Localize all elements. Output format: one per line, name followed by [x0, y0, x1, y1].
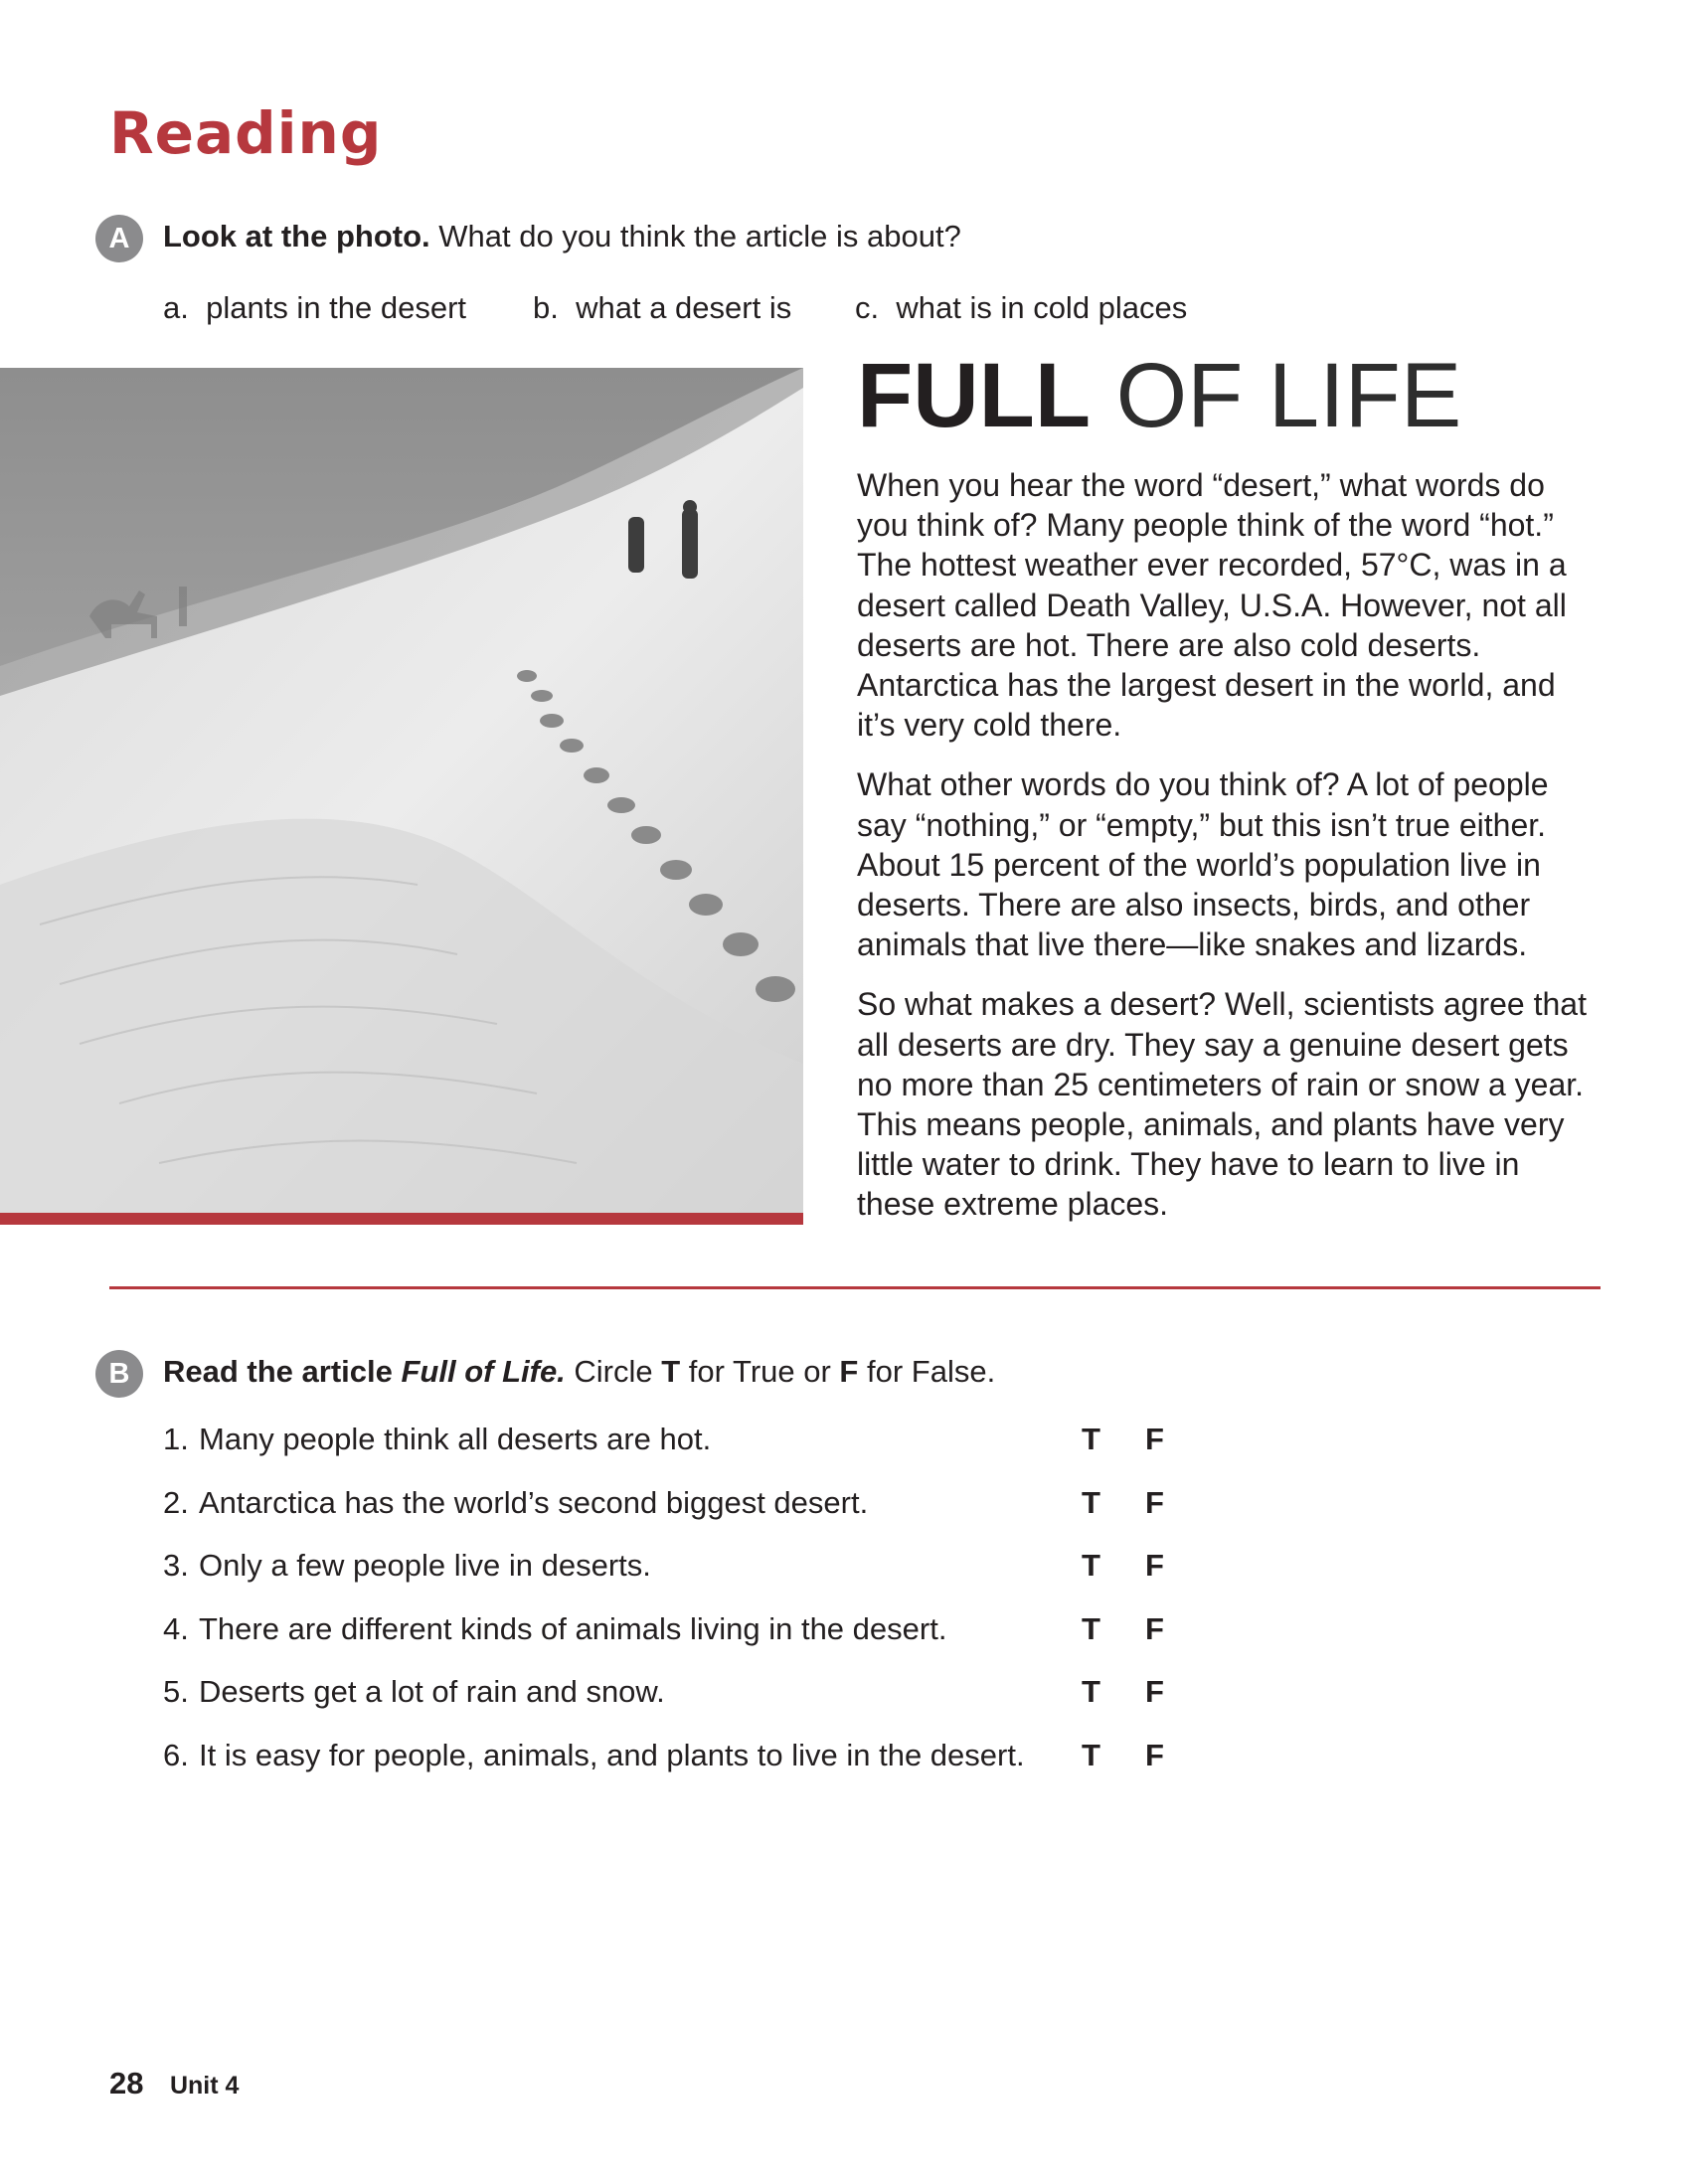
tf-item-statement: Many people think all deserts are hot. [199, 1422, 712, 1456]
article-title [857, 345, 1462, 446]
activity-a-instruction-bold: Look at the photo. [163, 219, 430, 253]
activity-b-instruction-mid: Circle [565, 1354, 662, 1389]
activity-a-instruction [163, 219, 961, 254]
true-false-list [163, 1422, 1207, 1800]
tf-item-number: 1. [163, 1422, 189, 1456]
false-option[interactable]: F [1145, 1422, 1164, 1456]
true-option[interactable]: T [1082, 1548, 1100, 1583]
option-c-letter: c. [855, 290, 880, 325]
tf-item-number: 5. [163, 1674, 189, 1709]
section-divider [109, 1286, 1601, 1289]
activity-b-f-letter: F [839, 1354, 859, 1389]
section-title: Reading [109, 99, 383, 167]
true-option[interactable]: T [1082, 1422, 1100, 1456]
tf-item [163, 1611, 1207, 1675]
tf-item-statement: Deserts get a lot of rain and snow. [199, 1674, 665, 1709]
tf-item [163, 1738, 1207, 1801]
article-paragraph: When you hear the word “desert,” what words do you think of? Many people think of the word “hot.” The hottest weather ever recorded, 57°C, was in a desert called Death Valley, U.S.A. However, not all deserts are hot. There are also cold deserts. Antarctica has the largest desert in the world, and it’s very cold there. [857, 467, 1567, 744]
tf-item-number: 6. [163, 1737, 189, 1772]
tf-item [163, 1548, 1207, 1611]
article-title-rest: OF LIFE [1091, 345, 1462, 446]
option-b-text: what a desert is [576, 290, 792, 325]
true-option[interactable]: T [1082, 1674, 1100, 1709]
activity-b-instruction-bold: Read the article [163, 1354, 402, 1389]
option-c[interactable] [855, 290, 1187, 326]
option-a[interactable] [163, 290, 466, 326]
option-a-letter: a. [163, 290, 189, 325]
tf-item-number: 3. [163, 1548, 189, 1583]
tf-item [163, 1422, 1207, 1485]
activity-b-badge: B [95, 1350, 143, 1398]
false-option[interactable]: F [1145, 1484, 1164, 1520]
article-body [857, 465, 1603, 1245]
activity-a-badge: A [95, 215, 143, 262]
page-number: 28 [109, 2066, 144, 2100]
false-option[interactable]: F [1145, 1610, 1164, 1646]
page-footer [109, 2066, 239, 2101]
activity-b-t-word: for True or [680, 1354, 840, 1389]
true-option[interactable]: T [1082, 1737, 1100, 1772]
unit-label: Unit 4 [169, 2072, 240, 2100]
tf-item-statement: There are different kinds of animals living in the desert. [199, 1610, 947, 1646]
false-option[interactable]: F [1145, 1737, 1164, 1772]
tf-item-statement: Antarctica has the world’s second biggest desert. [199, 1484, 869, 1520]
article-title-bold: FULL [857, 345, 1092, 446]
option-a-text: plants in the desert [206, 290, 467, 325]
activity-b-f-word: for False. [858, 1354, 996, 1389]
activity-b-t-letter: T [661, 1354, 681, 1389]
false-option[interactable]: F [1145, 1548, 1164, 1583]
article-paragraph: So what makes a desert? Well, scientists agree that all deserts are dry. They say a genuine desert gets no more than 25 centimeters of rain or snow a year. This means people, animals, and plants have very little water to drink. They have to learn to live in these extreme places. [857, 986, 1587, 1223]
tf-item [163, 1485, 1207, 1549]
tf-item-number: 4. [163, 1610, 189, 1646]
true-option[interactable]: T [1082, 1610, 1100, 1646]
tf-item [163, 1674, 1207, 1738]
desert-photo [0, 368, 803, 1213]
option-b-letter: b. [533, 290, 559, 325]
tf-item-statement: Only a few people live in deserts. [199, 1548, 651, 1583]
activity-a-instruction-rest: What do you think the article is about? [429, 219, 961, 253]
tf-item-number: 2. [163, 1484, 189, 1520]
option-c-text: what is in cold places [896, 290, 1188, 325]
activity-b-article-name: Full of Life. [401, 1354, 566, 1389]
article-paragraph: What other words do you think of? A lot of people say “nothing,” or “empty,” but this isn’t true either. About 15 percent of the world’s population live in deserts. There are also insects, birds, and other animals that live there—like snakes and lizards. [857, 766, 1549, 963]
desert-dune-illustration [0, 368, 803, 1213]
activity-b-instruction [163, 1354, 995, 1390]
option-b[interactable] [533, 290, 791, 326]
false-option[interactable]: F [1145, 1674, 1164, 1709]
photo-accent-bar [0, 1213, 803, 1225]
true-option[interactable]: T [1082, 1484, 1100, 1520]
tf-item-statement: It is easy for people, animals, and plants to live in the desert. [199, 1737, 1025, 1772]
